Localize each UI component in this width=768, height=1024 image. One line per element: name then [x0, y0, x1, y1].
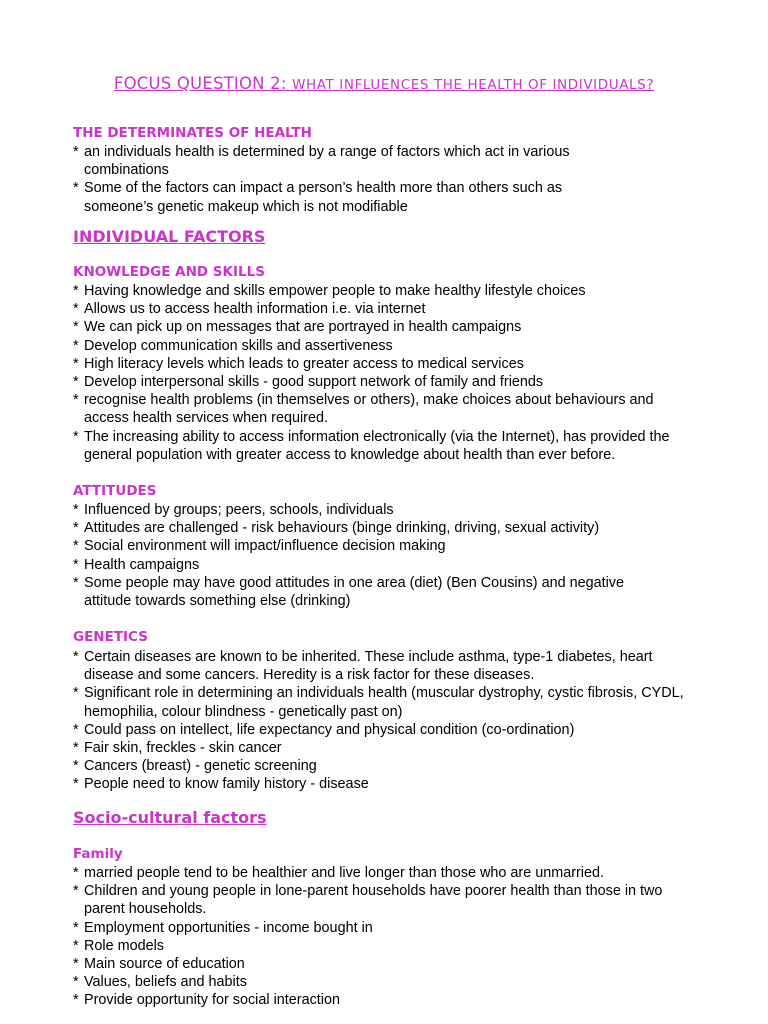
heading-socio-cultural: Socio-cultural factors — [73, 808, 267, 827]
list-item-text: The increasing ability to access information electronically (via the Internet), has provided the general population with greater access to knowledge about health than ever before. — [84, 428, 670, 463]
bullet-marker: * — [73, 374, 79, 391]
bullet-marker: * — [73, 319, 79, 336]
list-item-text: Fair skin, freckles - skin cancer — [84, 740, 282, 757]
list-item-text: Provide opportunity for social interaction — [84, 992, 340, 1009]
heading-genetics: GENETICS — [73, 629, 148, 645]
list-item — [73, 318, 683, 336]
list-item-text: Develop interpersonal skills - good support network of family and friends — [84, 374, 544, 391]
list-item — [73, 556, 673, 574]
bullet-marker: * — [73, 144, 79, 160]
list-item-text: Certain diseases are known to be inherited. These include asthma, type-1 diabetes, heart disease and some cancers. Heredity is a risk factor for these diseases. — [84, 649, 653, 684]
list-item — [73, 739, 693, 757]
list-item-text: People need to know family history - disease — [84, 776, 369, 793]
list-item — [73, 355, 683, 373]
list-item — [73, 955, 683, 973]
list-item — [73, 937, 683, 955]
list-item — [73, 574, 673, 610]
list-item — [73, 428, 683, 464]
bullet-marker: * — [73, 301, 79, 318]
bullet-marker: * — [73, 758, 79, 775]
list-item-text: Cancers (breast) - genetic screening — [84, 758, 317, 775]
bullet-marker: * — [73, 992, 79, 1009]
heading-family: Family — [73, 846, 123, 862]
list-item — [73, 919, 683, 937]
bullet-marker: * — [73, 937, 79, 954]
list-item — [73, 757, 693, 775]
list-knowledge-skills — [73, 282, 683, 464]
list-item-text: Having knowledge and skills empower people to make healthy lifestyle choices — [84, 283, 586, 299]
list-item-text: Significant role in determining an individuals health (muscular dystrophy, cystic fibrosis, CYDL, hemophilia, colour blindness - genetically past on) — [84, 685, 684, 720]
list-item — [73, 537, 673, 555]
list-item-text: Some people may have good attitudes in one area (diet) (Ben Cousins) and negative attitude towards something else (drinking) — [84, 574, 624, 610]
list-item-text: Attitudes are challenged - risk behaviours (binge drinking, driving, sexual activity) — [84, 520, 600, 537]
list-item-text: Could pass on intellect, life expectancy and physical condition (co-ordination) — [84, 721, 575, 738]
bullet-marker: * — [73, 283, 79, 299]
heading-determinants: THE DETERMINATES OF HEALTH — [73, 125, 312, 141]
bullet-marker: * — [73, 355, 79, 372]
list-item — [73, 179, 633, 215]
heading-individual-factors: INDIVIDUAL FACTORS — [73, 227, 266, 246]
list-item-text: Employment opportunities - income bought in — [84, 919, 373, 936]
list-item — [73, 337, 683, 355]
bullet-marker: * — [73, 740, 79, 757]
bullet-marker: * — [73, 919, 79, 936]
list-item-text: recognise health problems (in themselves or others), make choices about behaviours and access health services when required. — [84, 392, 654, 427]
list-item-text: Values, beliefs and habits — [84, 974, 247, 991]
bullet-marker: * — [73, 721, 79, 738]
list-item-text: Health campaigns — [84, 556, 200, 573]
list-item — [73, 864, 683, 882]
bullet-marker: * — [73, 685, 79, 702]
bullet-marker: * — [73, 865, 79, 881]
list-item-text: Role models — [84, 937, 164, 954]
list-item — [73, 519, 673, 537]
list-item — [73, 282, 683, 300]
bullet-marker: * — [73, 502, 79, 518]
bullet-marker: * — [73, 574, 79, 591]
heading-knowledge-skills: KNOWLEDGE AND SKILLS — [73, 264, 265, 280]
list-item-text: High literacy levels which leads to greater access to medical services — [84, 355, 524, 372]
list-item — [73, 648, 693, 684]
bullet-marker: * — [73, 392, 79, 409]
list-item-text: Influenced by groups; peers, schools, individuals — [84, 502, 394, 518]
bullet-marker: * — [73, 974, 79, 991]
list-item-text: Some of the factors can impact a person’s health more than others such as someone’s genetic makeup which is not modifiable — [84, 180, 563, 215]
list-item — [73, 373, 683, 391]
list-item-text: We can pick up on messages that are portrayed in health campaigns — [84, 319, 522, 336]
list-item-text: Children and young people in lone-parent households have poorer health than those in two parent households. — [84, 883, 663, 918]
bullet-marker: * — [73, 556, 79, 573]
list-item-text: Allows us to access health information i.e. via internet — [84, 301, 426, 318]
list-item — [73, 143, 633, 179]
list-determinants — [73, 143, 633, 216]
bullet-marker: * — [73, 649, 79, 665]
list-item-text: an individuals health is determined by a range of factors which act in various combinations — [84, 144, 570, 179]
list-item — [73, 501, 673, 519]
list-item-text: Social environment will impact/influence decision making — [84, 538, 446, 555]
heading-attitudes: ATTITUDES — [73, 483, 157, 499]
list-item — [73, 882, 683, 918]
bullet-marker: * — [73, 520, 79, 537]
title-rest: WHAT INFLUENCES THE HEALTH OF INDIVIDUALS? — [292, 77, 655, 93]
bullet-marker: * — [73, 956, 79, 973]
bullet-marker: * — [73, 337, 79, 354]
list-item-text: married people tend to be healthier and live longer than those who are unmarried. — [84, 865, 604, 881]
list-item — [73, 721, 693, 739]
bullet-marker: * — [73, 180, 79, 197]
list-item — [73, 300, 683, 318]
bullet-marker: * — [73, 538, 79, 555]
list-genetics — [73, 648, 693, 794]
list-item — [73, 391, 683, 427]
bullet-marker: * — [73, 428, 79, 445]
list-family — [73, 864, 683, 1010]
title-lead: FOCUS QUESTION 2: — [113, 74, 293, 93]
list-attitudes — [73, 501, 673, 610]
page-title — [84, 74, 684, 95]
list-item-text: Develop communication skills and assertiveness — [84, 337, 393, 354]
list-item — [73, 973, 683, 991]
list-item-text: Main source of education — [84, 956, 245, 973]
bullet-marker: * — [73, 883, 79, 900]
bullet-marker: * — [73, 776, 79, 793]
list-item — [73, 684, 693, 720]
list-item — [73, 991, 683, 1009]
list-item — [73, 775, 693, 793]
